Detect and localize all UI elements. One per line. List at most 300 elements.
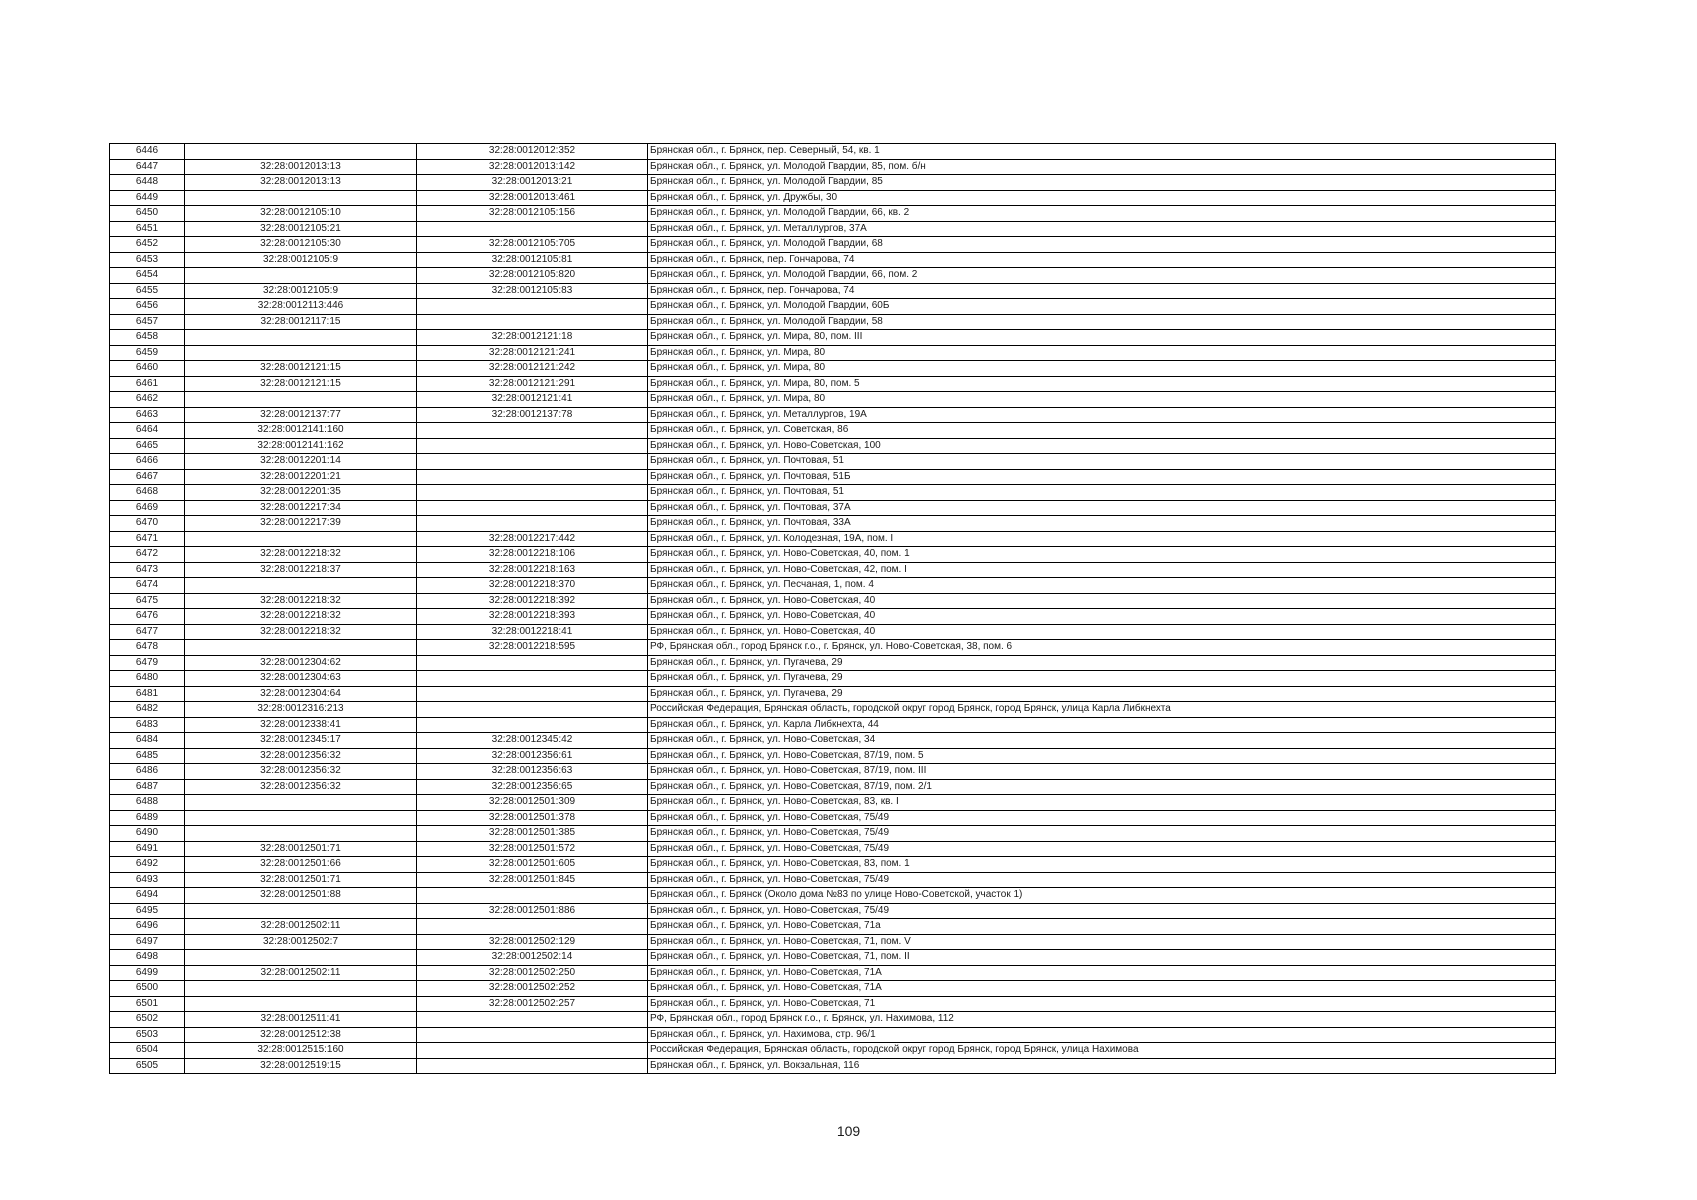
row-number-cell: 6500: [110, 981, 185, 997]
land-parcel-cadastral-number-cell: [185, 345, 417, 361]
address-cell: Брянская обл., г. Брянск, ул. Ново-Советская, 83, пом. 1: [648, 857, 1556, 873]
land-parcel-cadastral-number-cell: 32:28:0012356:32: [185, 748, 417, 764]
object-cadastral-number-cell: 32:28:0012218:163: [417, 562, 648, 578]
object-cadastral-number-cell: [417, 500, 648, 516]
address-cell: Брянская обл., г. Брянск, ул. Ново-Советская, 71, пом. II: [648, 950, 1556, 966]
table-row: [110, 950, 1556, 966]
table-row: [110, 438, 1556, 454]
address-cell: Брянская обл., г. Брянск, ул. Ново-Советская, 87/19, пом. 2/1: [648, 779, 1556, 795]
object-cadastral-number-cell: 32:28:0012502:14: [417, 950, 648, 966]
row-number-cell: 6461: [110, 376, 185, 392]
land-parcel-cadastral-number-cell: 32:28:0012356:32: [185, 779, 417, 795]
row-number-cell: 6448: [110, 175, 185, 191]
land-parcel-cadastral-number-cell: [185, 578, 417, 594]
land-parcel-cadastral-number-cell: 32:28:0012113:446: [185, 299, 417, 315]
land-parcel-cadastral-number-cell: 32:28:0012512:38: [185, 1027, 417, 1043]
address-cell: Брянская обл., г. Брянск, ул. Мира, 80: [648, 361, 1556, 377]
row-number-cell: 6467: [110, 469, 185, 485]
row-number-cell: 6492: [110, 857, 185, 873]
table-row: [110, 593, 1556, 609]
address-cell: Брянская обл., г. Брянск, ул. Ново-Советская, 75/49: [648, 841, 1556, 857]
row-number-cell: 6475: [110, 593, 185, 609]
object-cadastral-number-cell: 32:28:0012013:142: [417, 159, 648, 175]
row-number-cell: 6450: [110, 206, 185, 222]
table-row: [110, 671, 1556, 687]
land-parcel-cadastral-number-cell: [185, 144, 417, 160]
address-cell: Брянская обл., г. Брянск, ул. Почтовая, 51: [648, 454, 1556, 470]
object-cadastral-number-cell: 32:28:0012137:78: [417, 407, 648, 423]
land-parcel-cadastral-number-cell: 32:28:0012218:32: [185, 624, 417, 640]
address-cell: Брянская обл., г. Брянск, ул. Молодой Гвардии, 68: [648, 237, 1556, 253]
address-cell: Брянская обл., г. Брянск, ул. Песчаная, 1, пом. 4: [648, 578, 1556, 594]
table-row: [110, 531, 1556, 547]
land-parcel-cadastral-number-cell: 32:28:0012201:14: [185, 454, 417, 470]
table-row: [110, 624, 1556, 640]
object-cadastral-number-cell: [417, 221, 648, 237]
table-row: [110, 206, 1556, 222]
object-cadastral-number-cell: [417, 1027, 648, 1043]
object-cadastral-number-cell: 32:28:0012501:309: [417, 795, 648, 811]
table-row: [110, 1058, 1556, 1074]
row-number-cell: 6453: [110, 252, 185, 268]
address-cell: Брянская обл., г. Брянск (Около дома №83 по улице Ново-Советской, участок 1): [648, 888, 1556, 904]
row-number-cell: 6496: [110, 919, 185, 935]
object-cadastral-number-cell: 32:28:0012345:42: [417, 733, 648, 749]
address-cell: Брянская обл., г. Брянск, ул. Пугачева, 29: [648, 655, 1556, 671]
row-number-cell: 6454: [110, 268, 185, 284]
table-row: [110, 330, 1556, 346]
table-row: [110, 655, 1556, 671]
registry-table: [109, 143, 1556, 1074]
address-cell: Брянская обл., г. Брянск, ул. Вокзальная, 116: [648, 1058, 1556, 1074]
object-cadastral-number-cell: 32:28:0012218:392: [417, 593, 648, 609]
land-parcel-cadastral-number-cell: [185, 640, 417, 656]
address-cell: Брянская обл., г. Брянск, ул. Ново-Советская, 75/49: [648, 872, 1556, 888]
address-cell: Брянская обл., г. Брянск, ул. Молодой Гвардии, 85: [648, 175, 1556, 191]
address-cell: РФ, Брянская обл., город Брянск г.о., г. Брянск, ул. Нахимова, 112: [648, 1012, 1556, 1028]
land-parcel-cadastral-number-cell: 32:28:0012304:64: [185, 686, 417, 702]
land-parcel-cadastral-number-cell: 32:28:0012519:15: [185, 1058, 417, 1074]
table-row: [110, 500, 1556, 516]
address-cell: Брянская обл., г. Брянск, пер. Гончарова, 74: [648, 283, 1556, 299]
table-row: [110, 190, 1556, 206]
table-row: [110, 516, 1556, 532]
object-cadastral-number-cell: 32:28:0012012:352: [417, 144, 648, 160]
table-row: [110, 996, 1556, 1012]
land-parcel-cadastral-number-cell: 32:28:0012117:15: [185, 314, 417, 330]
address-cell: Брянская обл., г. Брянск, ул. Ново-Советская, 71: [648, 996, 1556, 1012]
object-cadastral-number-cell: [417, 717, 648, 733]
table-row: [110, 314, 1556, 330]
table-row: [110, 888, 1556, 904]
land-parcel-cadastral-number-cell: 32:28:0012218:32: [185, 547, 417, 563]
row-number-cell: 6503: [110, 1027, 185, 1043]
land-parcel-cadastral-number-cell: 32:28:0012501:71: [185, 872, 417, 888]
object-cadastral-number-cell: [417, 702, 648, 718]
address-cell: Брянская обл., г. Брянск, ул. Ново-Советская, 75/49: [648, 903, 1556, 919]
land-parcel-cadastral-number-cell: 32:28:0012502:7: [185, 934, 417, 950]
table-row: [110, 981, 1556, 997]
table-row: [110, 857, 1556, 873]
object-cadastral-number-cell: [417, 1058, 648, 1074]
row-number-cell: 6485: [110, 748, 185, 764]
object-cadastral-number-cell: 32:28:0012013:21: [417, 175, 648, 191]
table-row: [110, 237, 1556, 253]
row-number-cell: 6465: [110, 438, 185, 454]
row-number-cell: 6474: [110, 578, 185, 594]
table-row: [110, 454, 1556, 470]
address-cell: Брянская обл., г. Брянск, ул. Мира, 80, пом. 5: [648, 376, 1556, 392]
land-parcel-cadastral-number-cell: 32:28:0012218:37: [185, 562, 417, 578]
address-cell: Брянская обл., г. Брянск, ул. Ново-Советская, 83, кв. I: [648, 795, 1556, 811]
land-parcel-cadastral-number-cell: 32:28:0012218:32: [185, 609, 417, 625]
land-parcel-cadastral-number-cell: [185, 826, 417, 842]
table-row: [110, 965, 1556, 981]
address-cell: Брянская обл., г. Брянск, ул. Почтовая, 37А: [648, 500, 1556, 516]
object-cadastral-number-cell: [417, 1012, 648, 1028]
object-cadastral-number-cell: 32:28:0012501:572: [417, 841, 648, 857]
address-cell: Брянская обл., г. Брянск, ул. Советская, 86: [648, 423, 1556, 439]
land-parcel-cadastral-number-cell: 32:28:0012511:41: [185, 1012, 417, 1028]
address-cell: Брянская обл., г. Брянск, ул. Ново-Советская, 87/19, пом. 5: [648, 748, 1556, 764]
row-number-cell: 6446: [110, 144, 185, 160]
row-number-cell: 6469: [110, 500, 185, 516]
address-cell: Брянская обл., г. Брянск, ул. Дружбы, 30: [648, 190, 1556, 206]
address-cell: Брянская обл., г. Брянск, ул. Карла Либкнехта, 44: [648, 717, 1556, 733]
address-cell: Брянская обл., г. Брянск, ул. Ново-Советская, 40: [648, 609, 1556, 625]
row-number-cell: 6456: [110, 299, 185, 315]
table-row: [110, 764, 1556, 780]
object-cadastral-number-cell: [417, 314, 648, 330]
land-parcel-cadastral-number-cell: 32:28:0012105:9: [185, 283, 417, 299]
table-row: [110, 919, 1556, 935]
table-row: [110, 779, 1556, 795]
table-row: [110, 252, 1556, 268]
address-cell: РФ, Брянская обл., город Брянск г.о., г. Брянск, ул. Ново-Советская, 38, пом. 6: [648, 640, 1556, 656]
land-parcel-cadastral-number-cell: 32:28:0012201:35: [185, 485, 417, 501]
row-number-cell: 6499: [110, 965, 185, 981]
object-cadastral-number-cell: [417, 469, 648, 485]
table-row: [110, 1043, 1556, 1059]
land-parcel-cadastral-number-cell: 32:28:0012121:15: [185, 376, 417, 392]
object-cadastral-number-cell: [417, 919, 648, 935]
address-cell: Брянская обл., г. Брянск, ул. Ново-Советская, 71, пом. V: [648, 934, 1556, 950]
table-row: [110, 733, 1556, 749]
row-number-cell: 6473: [110, 562, 185, 578]
object-cadastral-number-cell: 32:28:0012105:81: [417, 252, 648, 268]
land-parcel-cadastral-number-cell: [185, 950, 417, 966]
object-cadastral-number-cell: 32:28:0012121:41: [417, 392, 648, 408]
object-cadastral-number-cell: 32:28:0012218:595: [417, 640, 648, 656]
land-parcel-cadastral-number-cell: 32:28:0012304:63: [185, 671, 417, 687]
object-cadastral-number-cell: 32:28:0012217:442: [417, 531, 648, 547]
object-cadastral-number-cell: [417, 686, 648, 702]
table-row: [110, 159, 1556, 175]
registry-table-body: [110, 144, 1556, 1074]
row-number-cell: 6505: [110, 1058, 185, 1074]
address-cell: Брянская обл., г. Брянск, ул. Мира, 80: [648, 345, 1556, 361]
land-parcel-cadastral-number-cell: 32:28:0012137:77: [185, 407, 417, 423]
table-row: [110, 841, 1556, 857]
row-number-cell: 6449: [110, 190, 185, 206]
object-cadastral-number-cell: 32:28:0012356:65: [417, 779, 648, 795]
row-number-cell: 6477: [110, 624, 185, 640]
row-number-cell: 6468: [110, 485, 185, 501]
row-number-cell: 6471: [110, 531, 185, 547]
address-cell: Российская Федерация, Брянская область, городской округ город Брянск, город Брянск, улица Карла Либкнехта: [648, 702, 1556, 718]
land-parcel-cadastral-number-cell: 32:28:0012121:15: [185, 361, 417, 377]
object-cadastral-number-cell: 32:28:0012501:378: [417, 810, 648, 826]
object-cadastral-number-cell: 32:28:0012218:106: [417, 547, 648, 563]
table-row: [110, 283, 1556, 299]
land-parcel-cadastral-number-cell: 32:28:0012515:160: [185, 1043, 417, 1059]
object-cadastral-number-cell: 32:28:0012501:385: [417, 826, 648, 842]
address-cell: Брянская обл., г. Брянск, ул. Колодезная, 19А, пом. I: [648, 531, 1556, 547]
object-cadastral-number-cell: 32:28:0012356:61: [417, 748, 648, 764]
land-parcel-cadastral-number-cell: 32:28:0012501:88: [185, 888, 417, 904]
row-number-cell: 6487: [110, 779, 185, 795]
table-row: [110, 1027, 1556, 1043]
object-cadastral-number-cell: [417, 655, 648, 671]
address-cell: Брянская обл., г. Брянск, ул. Ново-Советская, 100: [648, 438, 1556, 454]
row-number-cell: 6498: [110, 950, 185, 966]
object-cadastral-number-cell: 32:28:0012502:257: [417, 996, 648, 1012]
address-cell: Брянская обл., г. Брянск, ул. Ново-Советская, 87/19, пом. III: [648, 764, 1556, 780]
land-parcel-cadastral-number-cell: 32:28:0012502:11: [185, 965, 417, 981]
address-cell: Брянская обл., г. Брянск, ул. Ново-Советская, 42, пом. I: [648, 562, 1556, 578]
land-parcel-cadastral-number-cell: 32:28:0012316:213: [185, 702, 417, 718]
land-parcel-cadastral-number-cell: 32:28:0012217:34: [185, 500, 417, 516]
table-row: [110, 144, 1556, 160]
table-row: [110, 578, 1556, 594]
address-cell: Брянская обл., г. Брянск, ул. Нахимова, стр. 96/1: [648, 1027, 1556, 1043]
address-cell: Брянская обл., г. Брянск, ул. Металлургов, 37А: [648, 221, 1556, 237]
object-cadastral-number-cell: 32:28:0012105:820: [417, 268, 648, 284]
land-parcel-cadastral-number-cell: [185, 392, 417, 408]
land-parcel-cadastral-number-cell: 32:28:0012105:30: [185, 237, 417, 253]
address-cell: Брянская обл., г. Брянск, ул. Мира, 80, пом. III: [648, 330, 1556, 346]
address-cell: Брянская обл., г. Брянск, ул. Ново-Советская, 71А: [648, 965, 1556, 981]
table-row: [110, 810, 1556, 826]
address-cell: Брянская обл., г. Брянск, ул. Ново-Советская, 34: [648, 733, 1556, 749]
page-number: 109: [836, 1123, 861, 1139]
table-row: [110, 934, 1556, 950]
address-cell: Российская Федерация, Брянская область, городской округ город Брянск, город Брянск, улица Нахимова: [648, 1043, 1556, 1059]
object-cadastral-number-cell: 32:28:0012218:41: [417, 624, 648, 640]
row-number-cell: 6486: [110, 764, 185, 780]
land-parcel-cadastral-number-cell: 32:28:0012013:13: [185, 159, 417, 175]
land-parcel-cadastral-number-cell: [185, 268, 417, 284]
land-parcel-cadastral-number-cell: 32:28:0012356:32: [185, 764, 417, 780]
address-cell: Брянская обл., г. Брянск, ул. Молодой Гвардии, 60Б: [648, 299, 1556, 315]
row-number-cell: 6493: [110, 872, 185, 888]
land-parcel-cadastral-number-cell: 32:28:0012338:41: [185, 717, 417, 733]
row-number-cell: 6452: [110, 237, 185, 253]
row-number-cell: 6451: [110, 221, 185, 237]
object-cadastral-number-cell: 32:28:0012013:461: [417, 190, 648, 206]
row-number-cell: 6447: [110, 159, 185, 175]
row-number-cell: 6455: [110, 283, 185, 299]
object-cadastral-number-cell: [417, 423, 648, 439]
row-number-cell: 6458: [110, 330, 185, 346]
row-number-cell: 6460: [110, 361, 185, 377]
table-row: [110, 717, 1556, 733]
address-cell: Брянская обл., г. Брянск, ул. Ново-Советская, 75/49: [648, 826, 1556, 842]
table-row: [110, 469, 1556, 485]
land-parcel-cadastral-number-cell: [185, 795, 417, 811]
table-row: [110, 795, 1556, 811]
table-row: [110, 872, 1556, 888]
object-cadastral-number-cell: [417, 888, 648, 904]
table-row: [110, 345, 1556, 361]
address-cell: Брянская обл., г. Брянск, ул. Ново-Советская, 75/49: [648, 810, 1556, 826]
table-row: [110, 1012, 1556, 1028]
object-cadastral-number-cell: 32:28:0012501:886: [417, 903, 648, 919]
address-cell: Брянская обл., г. Брянск, ул. Ново-Советская, 71а: [648, 919, 1556, 935]
row-number-cell: 6479: [110, 655, 185, 671]
object-cadastral-number-cell: 32:28:0012501:605: [417, 857, 648, 873]
row-number-cell: 6482: [110, 702, 185, 718]
row-number-cell: 6489: [110, 810, 185, 826]
row-number-cell: 6484: [110, 733, 185, 749]
address-cell: Брянская обл., г. Брянск, ул. Ново-Советская, 71А: [648, 981, 1556, 997]
object-cadastral-number-cell: 32:28:0012502:250: [417, 965, 648, 981]
land-parcel-cadastral-number-cell: 32:28:0012105:21: [185, 221, 417, 237]
row-number-cell: 6470: [110, 516, 185, 532]
land-parcel-cadastral-number-cell: [185, 330, 417, 346]
land-parcel-cadastral-number-cell: [185, 903, 417, 919]
land-parcel-cadastral-number-cell: 32:28:0012141:160: [185, 423, 417, 439]
table-row: [110, 686, 1556, 702]
table-row: [110, 826, 1556, 842]
row-number-cell: 6502: [110, 1012, 185, 1028]
object-cadastral-number-cell: 32:28:0012105:156: [417, 206, 648, 222]
table-row: [110, 547, 1556, 563]
row-number-cell: 6457: [110, 314, 185, 330]
land-parcel-cadastral-number-cell: 32:28:0012141:162: [185, 438, 417, 454]
land-parcel-cadastral-number-cell: [185, 981, 417, 997]
address-cell: Брянская обл., г. Брянск, ул. Молодой Гвардии, 85, пом. б/н: [648, 159, 1556, 175]
table-row: [110, 407, 1556, 423]
land-parcel-cadastral-number-cell: 32:28:0012501:71: [185, 841, 417, 857]
table-row: [110, 376, 1556, 392]
object-cadastral-number-cell: [417, 671, 648, 687]
address-cell: Брянская обл., г. Брянск, ул. Почтовая, 51Б: [648, 469, 1556, 485]
object-cadastral-number-cell: [417, 485, 648, 501]
table-row: [110, 609, 1556, 625]
object-cadastral-number-cell: 32:28:0012121:18: [417, 330, 648, 346]
row-number-cell: 6488: [110, 795, 185, 811]
object-cadastral-number-cell: 32:28:0012218:370: [417, 578, 648, 594]
object-cadastral-number-cell: 32:28:0012502:252: [417, 981, 648, 997]
row-number-cell: 6501: [110, 996, 185, 1012]
address-cell: Брянская обл., г. Брянск, ул. Металлургов, 19А: [648, 407, 1556, 423]
object-cadastral-number-cell: 32:28:0012218:393: [417, 609, 648, 625]
address-cell: Брянская обл., г. Брянск, ул. Почтовая, 51: [648, 485, 1556, 501]
row-number-cell: 6481: [110, 686, 185, 702]
object-cadastral-number-cell: [417, 438, 648, 454]
address-cell: Брянская обл., г. Брянск, ул. Молодой Гвардии, 66, пом. 2: [648, 268, 1556, 284]
row-number-cell: 6494: [110, 888, 185, 904]
table-row: [110, 903, 1556, 919]
row-number-cell: 6459: [110, 345, 185, 361]
table-row: [110, 423, 1556, 439]
land-parcel-cadastral-number-cell: [185, 810, 417, 826]
land-parcel-cadastral-number-cell: 32:28:0012105:10: [185, 206, 417, 222]
land-parcel-cadastral-number-cell: 32:28:0012345:17: [185, 733, 417, 749]
table-row: [110, 268, 1556, 284]
object-cadastral-number-cell: 32:28:0012501:845: [417, 872, 648, 888]
address-cell: Брянская обл., г. Брянск, ул. Мира, 80: [648, 392, 1556, 408]
row-number-cell: 6466: [110, 454, 185, 470]
table-row: [110, 748, 1556, 764]
row-number-cell: 6497: [110, 934, 185, 950]
table-row: [110, 221, 1556, 237]
object-cadastral-number-cell: 32:28:0012121:241: [417, 345, 648, 361]
address-cell: Брянская обл., г. Брянск, ул. Почтовая, 33А: [648, 516, 1556, 532]
object-cadastral-number-cell: 32:28:0012105:705: [417, 237, 648, 253]
table-row: [110, 392, 1556, 408]
row-number-cell: 6478: [110, 640, 185, 656]
row-number-cell: 6476: [110, 609, 185, 625]
address-cell: Брянская обл., г. Брянск, ул. Молодой Гвардии, 66, кв. 2: [648, 206, 1556, 222]
row-number-cell: 6483: [110, 717, 185, 733]
table-row: [110, 702, 1556, 718]
object-cadastral-number-cell: [417, 516, 648, 532]
object-cadastral-number-cell: 32:28:0012105:83: [417, 283, 648, 299]
address-cell: Брянская обл., г. Брянск, ул. Молодой Гвардии, 58: [648, 314, 1556, 330]
address-cell: Брянская обл., г. Брянск, ул. Пугачева, 29: [648, 686, 1556, 702]
object-cadastral-number-cell: 32:28:0012356:63: [417, 764, 648, 780]
object-cadastral-number-cell: [417, 1043, 648, 1059]
table-row: [110, 299, 1556, 315]
table-row: [110, 562, 1556, 578]
object-cadastral-number-cell: 32:28:0012121:291: [417, 376, 648, 392]
land-parcel-cadastral-number-cell: 32:28:0012217:39: [185, 516, 417, 532]
land-parcel-cadastral-number-cell: 32:28:0012105:9: [185, 252, 417, 268]
object-cadastral-number-cell: 32:28:0012502:129: [417, 934, 648, 950]
object-cadastral-number-cell: [417, 299, 648, 315]
object-cadastral-number-cell: [417, 454, 648, 470]
row-number-cell: 6462: [110, 392, 185, 408]
address-cell: Брянская обл., г. Брянск, ул. Ново-Советская, 40: [648, 624, 1556, 640]
address-cell: Брянская обл., г. Брянск, ул. Ново-Советская, 40: [648, 593, 1556, 609]
land-parcel-cadastral-number-cell: 32:28:0012218:32: [185, 593, 417, 609]
row-number-cell: 6464: [110, 423, 185, 439]
table-row: [110, 640, 1556, 656]
land-parcel-cadastral-number-cell: 32:28:0012502:11: [185, 919, 417, 935]
address-cell: Брянская обл., г. Брянск, пер. Северный, 54, кв. 1: [648, 144, 1556, 160]
land-parcel-cadastral-number-cell: 32:28:0012201:21: [185, 469, 417, 485]
table-row: [110, 175, 1556, 191]
row-number-cell: 6491: [110, 841, 185, 857]
land-parcel-cadastral-number-cell: [185, 531, 417, 547]
object-cadastral-number-cell: 32:28:0012121:242: [417, 361, 648, 377]
land-parcel-cadastral-number-cell: [185, 996, 417, 1012]
row-number-cell: 6504: [110, 1043, 185, 1059]
address-cell: Брянская обл., г. Брянск, ул. Пугачева, 29: [648, 671, 1556, 687]
table-row: [110, 485, 1556, 501]
row-number-cell: 6463: [110, 407, 185, 423]
row-number-cell: 6480: [110, 671, 185, 687]
land-parcel-cadastral-number-cell: [185, 190, 417, 206]
row-number-cell: 6495: [110, 903, 185, 919]
address-cell: Брянская обл., г. Брянск, ул. Ново-Советская, 40, пом. 1: [648, 547, 1556, 563]
row-number-cell: 6472: [110, 547, 185, 563]
address-cell: Брянская обл., г. Брянск, пер. Гончарова, 74: [648, 252, 1556, 268]
land-parcel-cadastral-number-cell: 32:28:0012304:62: [185, 655, 417, 671]
land-parcel-cadastral-number-cell: 32:28:0012501:66: [185, 857, 417, 873]
